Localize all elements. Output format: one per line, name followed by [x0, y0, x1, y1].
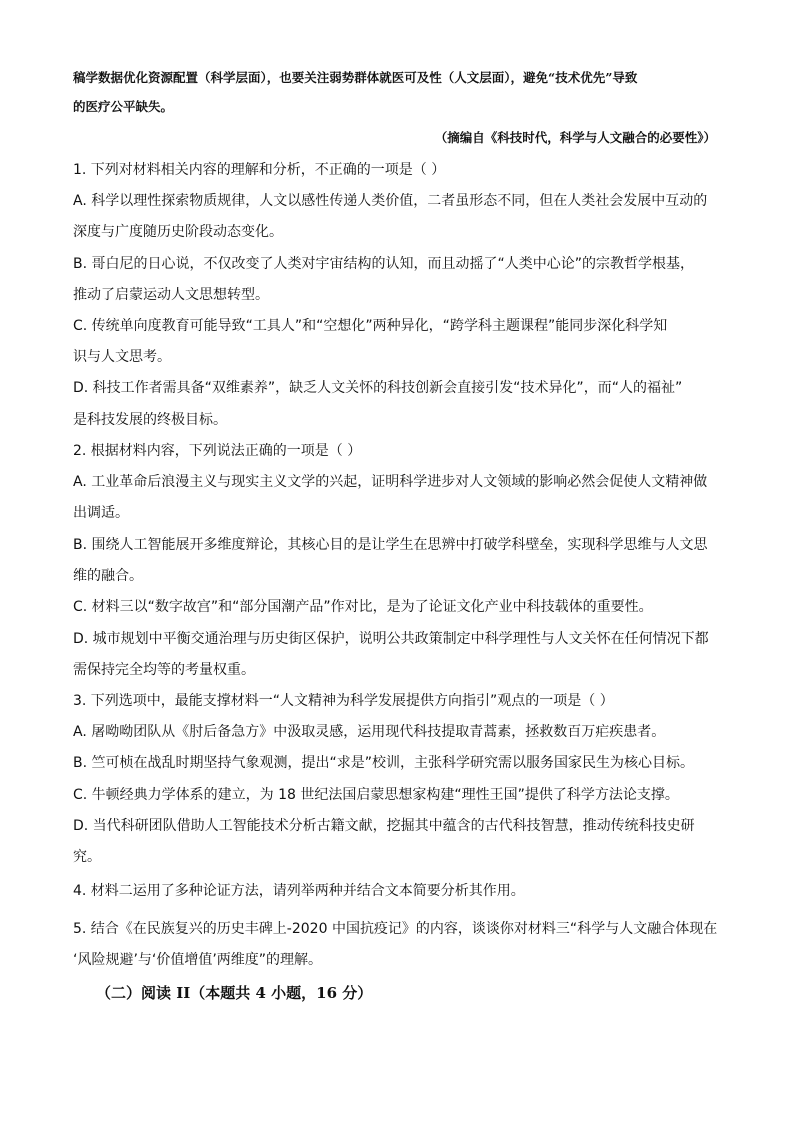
question-1-option-c-line-1: C. 传统单向度教育可能导致“工具人”和“空想化”两种异化，“跨学科主题课程”能同步深化科学知 — [73, 318, 668, 334]
question-1-stem: 1. 下列对材料相关内容的理解和分析，不正确的一项是（ ） — [73, 162, 446, 178]
question-3-option-d-line-1: D. 当代科研团队借助人工智能技术分析古籍文献，挖掘其中蕴含的古代科技智慧，推动传统科技史研 — [73, 818, 695, 834]
question-2-option-a-line-1: A. 工业革命后浪漫主义与现实主义文学的兴起，证明科学进步对人文领域的影响必然会促使人文精神做 — [73, 474, 708, 490]
question-3-option-a-line-1: A. 屠呦呦团队从《肘后备急方》中汲取灵感，运用现代科技提取青蒿素，拯救数百万疟疾患者。 — [73, 724, 666, 740]
question-3-option-d-line-2: 究。 — [73, 849, 101, 865]
question-5-line-1: 5. 结合《在民族复兴的历史丰碑上-2020 中国抗疫记》的内容，谈谈你对材料三“科学与人文融合体现在 — [73, 921, 718, 937]
question-1-option-d-line-1: D. 科技工作者需具备“双维素养”，缺乏人文关怀的科技创新会直接引发“技术异化”，而“人的福祉” — [73, 380, 683, 396]
question-2-option-c-line-1: C. 材料三以“数字故宫”和“部分国潮产品”作对比，是为了论证文化产业中科技载体的重要性。 — [73, 599, 653, 615]
question-3-stem: 3. 下列选项中，最能支撑材料一“人文精神为科学发展提供方向指引”观点的一项是（ ） — [73, 693, 614, 709]
question-1-option-d-line-2: 是科技发展的终极目标。 — [73, 412, 227, 428]
question-1-option-a-line-2: 深度与广度随历史阶段动态变化。 — [73, 224, 283, 240]
question-1-option-b-line-1: B. 哥白尼的日心说，不仅改变了人类对宇宙结构的认知，而且动摇了“人类中心论”的宗教哲学根基， — [73, 256, 695, 272]
question-2-stem: 2. 根据材料内容，下列说法正确的一项是（ ） — [73, 443, 362, 459]
passage-line-1: 稿学数据优化资源配置（科学层面），也要关注弱势群体就医可及性（人文层面），避免“技术优先”导致 — [73, 70, 638, 85]
question-2-option-b-line-2: 维的融合。 — [73, 568, 143, 584]
question-1-option-c-line-2: 识与人文思考。 — [73, 349, 171, 365]
question-2-option-d-line-2: 需保持完全均等的考量权重。 — [73, 662, 255, 678]
question-4-stem: 4. 材料二运用了多种论证方法，请列举两种并结合文本简要分析其作用。 — [73, 883, 525, 899]
question-3-option-b-line-1: B. 竺可桢在战乱时期坚持气象观测，提出“求是”校训，主张科学研究需以服务国家民生为核心目标。 — [73, 755, 695, 771]
question-2-option-b-line-1: B. 围绕人工智能展开多维度辩论，其核心目的是让学生在思辨中打破学科壁垒，实现科学思维与人文思 — [73, 537, 708, 553]
section-heading: （二）阅读 II（本题共 4 小题，16 分） — [96, 984, 373, 1002]
question-2-option-a-line-2: 出调适。 — [73, 505, 129, 521]
question-2-option-d-line-1: D. 城市规划中平衡交通治理与历史街区保护，说明公共政策制定中科学理性与人文关怀在任何情况下都 — [73, 631, 709, 647]
question-1-option-a-line-1: A. 科学以理性探索物质规律，人文以感性传递人类价值，二者虽形态不同，但在人类社会发展中互动的 — [73, 193, 708, 209]
question-5-line-2: ‘风险规避’与‘价值增值’两维度”的理解。 — [73, 952, 323, 968]
question-3-option-c-line-1: C. 牛顿经典力学体系的建立，为 18 世纪法国启蒙思想家构建“理性王国”提供了科学方法论支撑。 — [73, 787, 679, 803]
passage-line-2: 的医疗公平缺失。 — [73, 99, 174, 114]
passage-source: （摘编自《科技时代，科学与人文融合的必要性》） — [434, 130, 716, 145]
question-1-option-b-line-2: 推动了启蒙运动人文思想转型。 — [73, 287, 269, 303]
